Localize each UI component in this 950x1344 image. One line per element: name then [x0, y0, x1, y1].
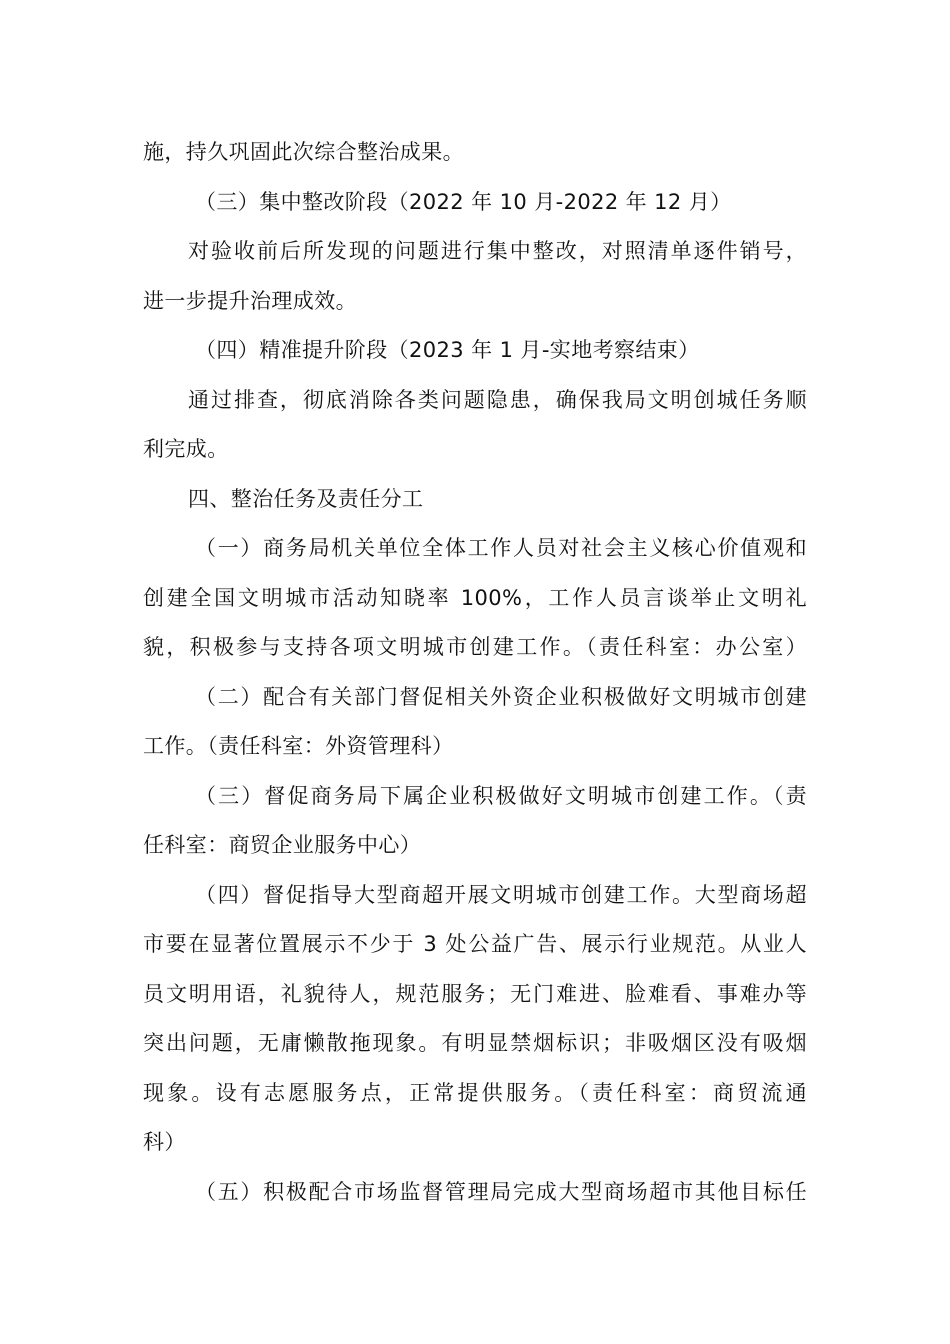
paragraph-line: （二）配合有关部门督促相关外资企业积极做好文明城市创建 [195, 684, 807, 709]
paragraph-line: （三）督促商务局下属企业积极做好文明城市创建工作。（责 [195, 783, 807, 808]
document-body [143, 128, 807, 1217]
paragraph-line: 突出问题，无庸懒散拖现象。有明显禁烟标识；非吸烟区没有吸烟 [143, 1031, 807, 1055]
paragraph-line: （一）商务局机关单位全体工作人员对社会主义核心价值观和 [195, 536, 807, 560]
paragraph-line: （四）督促指导大型商超开展文明城市创建工作。大型商场超 [195, 882, 807, 907]
paragraph-line: （五）积极配合市场监督管理局完成大型商场超市其他目标任 [195, 1179, 807, 1204]
paragraph-line: 通过排查，彻底消除各类问题隐患，确保我局文明创城任务顺 [188, 387, 807, 412]
paragraph-line: 市要在显著位置展示不少于 3 处公益广告、展示行业规范。从业人 [143, 932, 807, 956]
paragraph-line: 创建全国文明城市活动知晓率 100%，工作人员言谈举止文明礼 [143, 585, 807, 610]
chapter-heading: 四、整治任务及责任分工 [188, 486, 424, 511]
paragraph-line: 对验收前后所发现的问题进行集中整改，对照清单逐件销号， [188, 239, 807, 263]
section-heading-phase-3: （三）集中整改阶段（2022 年 10 月-2022 年 12 月） [195, 189, 732, 214]
paragraph-line: 任科室：商贸企业服务中心） [143, 833, 422, 857]
section-heading-phase-4: （四）精准提升阶段（2023 年 1 月-实地考察结束） [195, 338, 700, 362]
paragraph-line: 利完成。 [143, 437, 229, 461]
paragraph-line: 工作。（责任科室：外资管理科） [143, 734, 454, 758]
paragraph-line: 施，持久巩固此次综合整治成果。 [143, 140, 464, 164]
paragraph-line: 进一步提升治理成效。 [143, 288, 357, 313]
paragraph-line: 貌，积极参与支持各项文明城市创建工作。（责任科室：办公室） [143, 635, 807, 659]
paragraph-line: 员文明用语，礼貌待人，规范服务；无门难进、脸难看、事难办等 [143, 981, 807, 1006]
paragraph-line: 科） [143, 1130, 186, 1154]
paragraph-line: 现象。设有志愿服务点，正常提供服务。（责任科室：商贸流通 [143, 1080, 807, 1105]
